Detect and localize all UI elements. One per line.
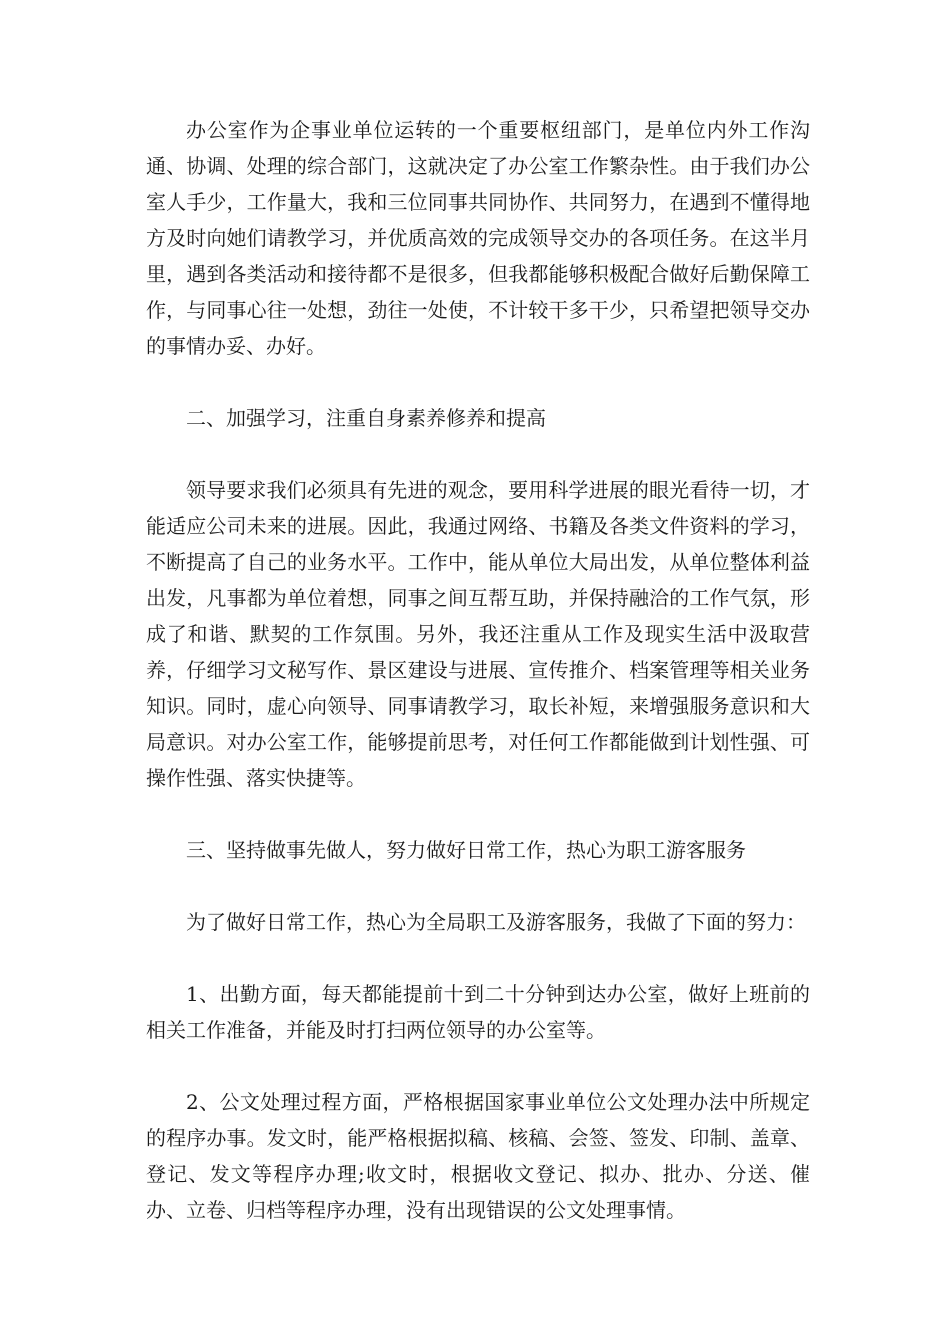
paragraph-daily-work-intro: 为了做好日常工作，热心为全局职工及游客服务，我做了下面的努力： [186,910,806,934]
paragraph-office-role: 办公室作为企事业单位运转的一个重要枢纽部门，是单位内外工作沟通、协调、处理的综合部门，这就决定了办公室工作繁杂性。由于我们办公室人手少，工作量大，我和三位同事共同协作、共同努力，在遇到不懂得地方及时向她们请教学习，并优质高效的完成领导交办的各项任务。在这半月里，遇到各类活动和接待都不是很多，但我都能够积极配合做好后勤保障工作，与同事心往一处想，劲往一处使，不计较干多干少，只希望把领导交办的事情办妥、办好。 [146,118,810,358]
document-body [146,112,810,1264]
paragraph-document-processing: 2、公文处理过程方面，严格根据国家事业单位公文处理办法中所规定的程序办事。发文时，能严格根据拟稿、核稿、会签、签发、印制、盖章、登记、发文等程序办理;收文时，根据收文登记、拟办、批办、分送、催办、立卷、归档等程序办理，没有出现错误的公文处理事情。 [146,1090,810,1222]
paragraph-learning: 领导要求我们必须具有先进的观念，要用科学进展的眼光看待一切，才能适应公司未来的进展。因此，我通过网络、书籍及各类文件资料的学习，不断提高了自己的业务水平。工作中，能从单位大局出发，从单位整体利益出发，凡事都为单位着想，同事之间互帮互助，并保持融洽的工作气氛，形成了和谐、默契的工作氛围。另外，我还注重从工作及现实生活中汲取营养，仔细学习文秘写作、景区建设与进展、宣传推介、档案管理等相关业务知识。同时，虚心向领导、同事请教学习，取长补短，来增强服务意识和大局意识。对办公室工作，能够提前思考，对任何工作都能做到计划性强、可操作性强、落实快捷等。 [146,478,810,790]
paragraph-attendance: 1、出勤方面，每天都能提前十到二十分钟到达办公室，做好上班前的相关工作准备，并能及时打扫两位领导的办公室等。 [146,982,810,1042]
section-heading-3: 三、坚持做事先做人，努力做好日常工作，热心为职工游客服务 [186,838,746,862]
section-heading-2: 二、加强学习，注重自身素养修养和提高 [186,406,546,430]
